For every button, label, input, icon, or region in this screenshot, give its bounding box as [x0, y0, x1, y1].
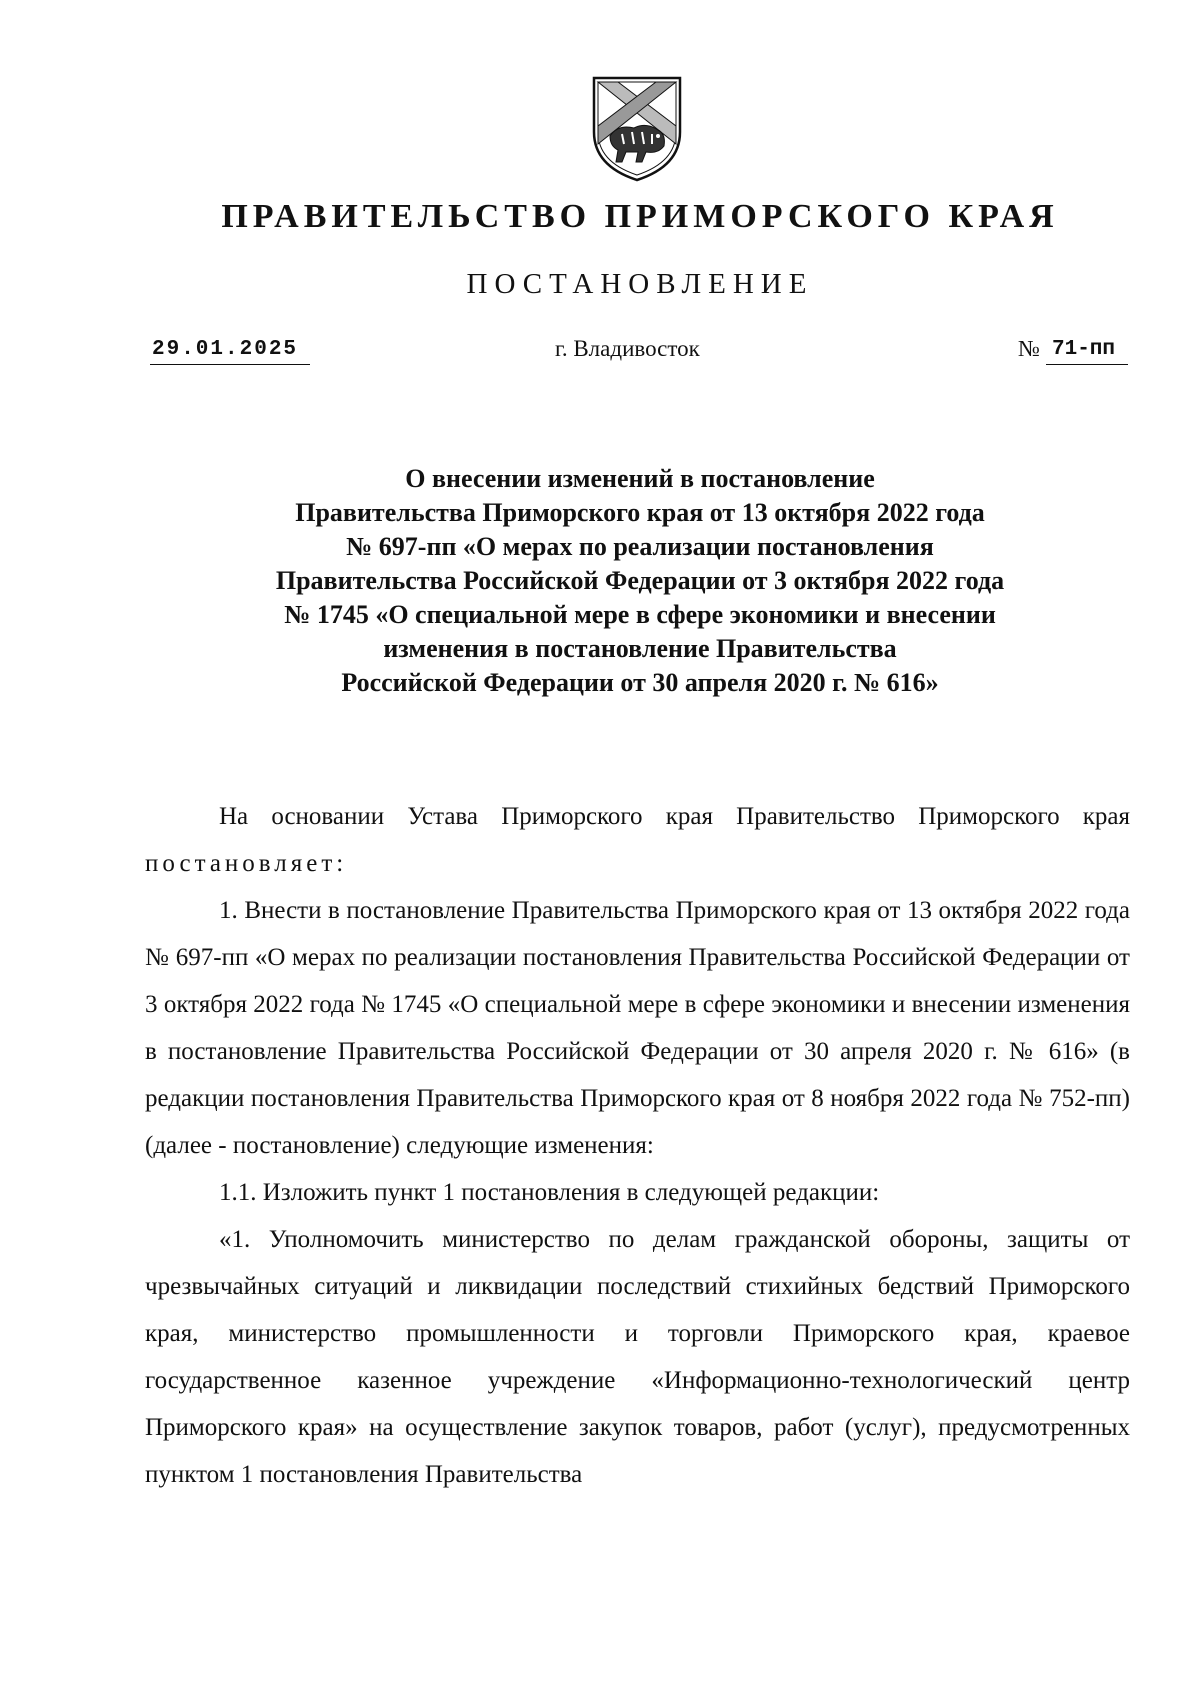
title-line: О внесении изменений в постановление [405, 464, 875, 493]
document-body [145, 793, 1130, 1498]
number-underline [1046, 364, 1128, 365]
document-title [130, 462, 1150, 700]
coat-of-arms-icon [588, 74, 686, 184]
document-date: 29.01.2025 [152, 338, 299, 361]
organization-name: ПРАВИТЕЛЬСТВО ПРИМОРСКОГО КРАЯ [221, 198, 1059, 235]
title-line: № 1745 «О специальной мере в сфере экономики и внесении [284, 600, 996, 629]
title-line: изменения в постановление Правительства [383, 634, 897, 663]
number-sign: № [1018, 336, 1040, 361]
document-type: ПОСТАНОВЛЕНИЕ [466, 268, 814, 300]
preamble-paragraph [145, 793, 1130, 887]
item-1-1-paragraph: 1.1. Изложить пункт 1 постановления в следующей редакции: [219, 1179, 880, 1206]
item-1-paragraph: 1. Внести в постановление Правительства Приморского края от 13 октября 2022 года № 697-пп «О мерах по реализации постановления Правительства Российской Федерации от 3 октября 2022 года № 1745 «О специальной мере в сфере экономики и внесении изменения в постановление Правительства Российской Федерации от 30 апреля 2020 г. № 616» (в редакции постановления Правительства Приморского края от 8 ноября 2022 года № 752-пп) (далее - постановление) следующие изменения: [145, 897, 1130, 1159]
preamble-text: На основании Устава Приморского края Правительство Приморского края [219, 803, 1130, 830]
document-city: г. Владивосток [555, 336, 700, 361]
date-underline [150, 364, 310, 365]
document-number: 71-пп [1052, 338, 1116, 361]
quoted-paragraph: «1. Уполномочить министерство по делам гражданской обороны, защиты от чрезвычайных ситуаций и ликвидации последствий стихийных бедствий Приморского края, министерство промышленности и торговли Приморского края, краевое государственное казенное учреждение «Информационно-технологический центр Приморского края» на осуществление закупок товаров, работ (услуг), предусмотренных пунктом 1 постановления Правительства [145, 1226, 1130, 1488]
title-line: Российской Федерации от 30 апреля 2020 г. № 616» [341, 668, 939, 697]
title-line: Правительства Приморского края от 13 октября 2022 года [295, 498, 985, 527]
preamble-verb: постановляет: [145, 850, 348, 877]
title-line: № 697-пп «О мерах по реализации постановления [346, 532, 934, 561]
title-line: Правительства Российской Федерации от 3 октября 2022 года [275, 566, 1005, 595]
